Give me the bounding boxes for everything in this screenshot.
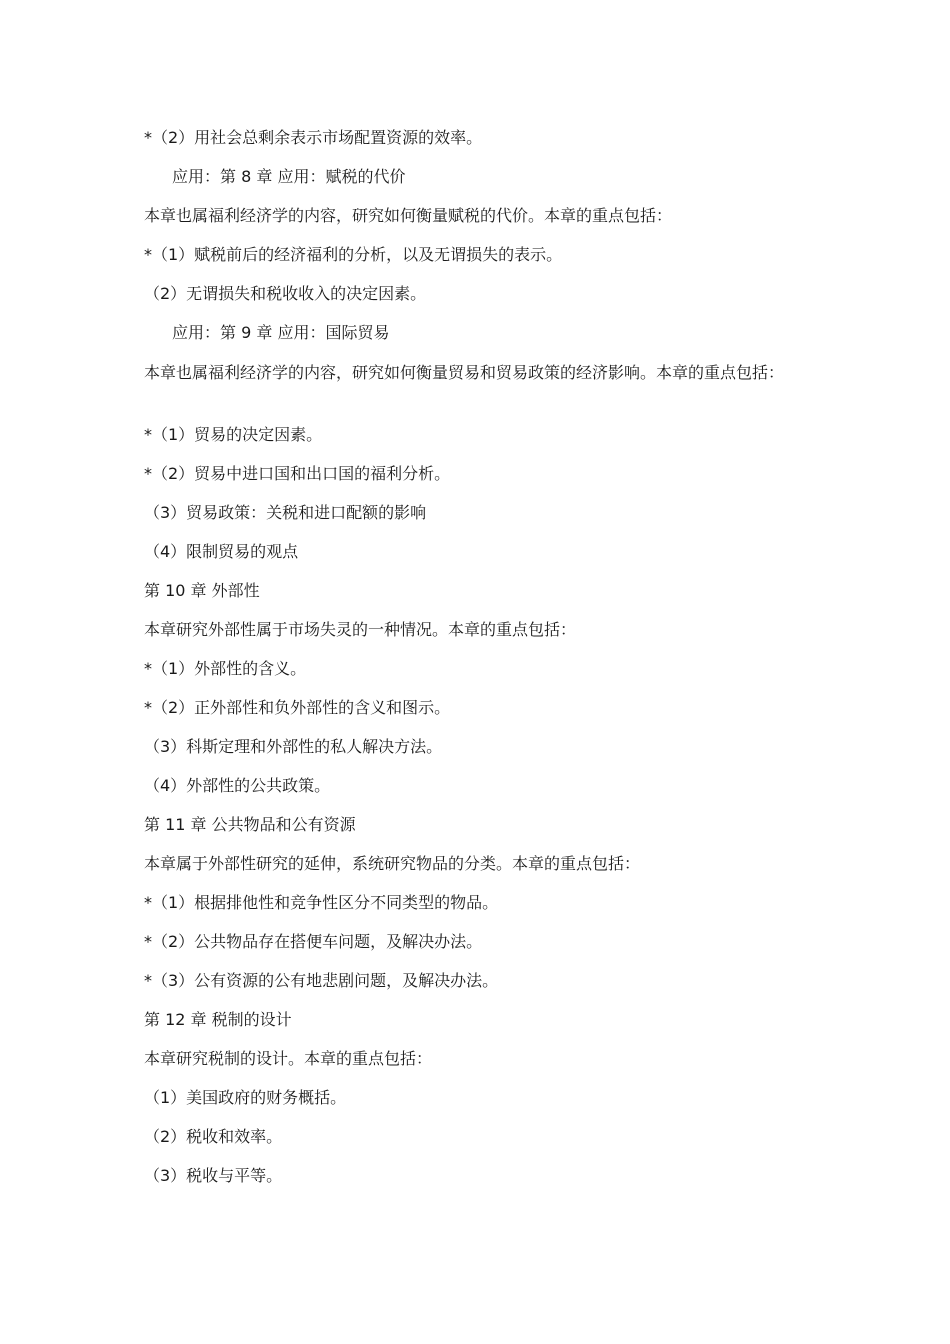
list-item: （4）限制贸易的观点 <box>144 542 299 561</box>
list-item: *（1）根据排他性和竞争性区分不同类型的物品。 <box>144 893 499 912</box>
paragraph: 本章也属福利经济学的内容，研究如何衡量赋税的代价。本章的重点包括： <box>144 206 673 225</box>
list-item: （4）外部性的公共政策。 <box>144 776 331 795</box>
chapter-heading: 第 10 章 外部性 <box>144 581 260 600</box>
section-heading: 应用：第 8 章 应用：赋税的代价 <box>172 167 406 186</box>
list-item: *（2）贸易中进口国和出口国的福利分析。 <box>144 464 451 483</box>
chapter-heading: 第 11 章 公共物品和公有资源 <box>144 815 356 834</box>
section-heading: 应用：第 9 章 应用：国际贸易 <box>172 323 390 342</box>
list-item: （3）科斯定理和外部性的私人解决方法。 <box>144 737 443 756</box>
list-item: *（2）正外部性和负外部性的含义和图示。 <box>144 698 451 717</box>
list-item: （3）贸易政策：关税和进口配额的影响 <box>144 503 427 522</box>
paragraph: 本章研究外部性属于市场失灵的一种情况。本章的重点包括： <box>144 620 577 639</box>
paragraph: 本章属于外部性研究的延伸，系统研究物品的分类。本章的重点包括： <box>144 854 641 873</box>
chapter-heading: 第 12 章 税制的设计 <box>144 1010 292 1029</box>
list-item: *（2）用社会总剩余表示市场配置资源的效率。 <box>144 128 483 147</box>
list-item: （2）无谓损失和税收收入的决定因素。 <box>144 284 427 303</box>
paragraph: 本章也属福利经济学的内容，研究如何衡量贸易和贸易政策的经济影响。本章的重点包括： <box>144 363 785 382</box>
list-item: （2）税收和效率。 <box>144 1127 283 1146</box>
list-item: *（1）外部性的含义。 <box>144 659 307 678</box>
list-item: （1）美国政府的财务概括。 <box>144 1088 347 1107</box>
list-item: *（3）公有资源的公有地悲剧问题，及解决办法。 <box>144 971 499 990</box>
paragraph: 本章研究税制的设计。本章的重点包括： <box>144 1049 433 1068</box>
list-item: *（2）公共物品存在搭便车问题，及解决办法。 <box>144 932 483 951</box>
list-item: *（1）贸易的决定因素。 <box>144 425 323 444</box>
list-item: *（1）赋税前后的经济福利的分析，以及无谓损失的表示。 <box>144 245 563 264</box>
list-item: （3）税收与平等。 <box>144 1166 283 1185</box>
